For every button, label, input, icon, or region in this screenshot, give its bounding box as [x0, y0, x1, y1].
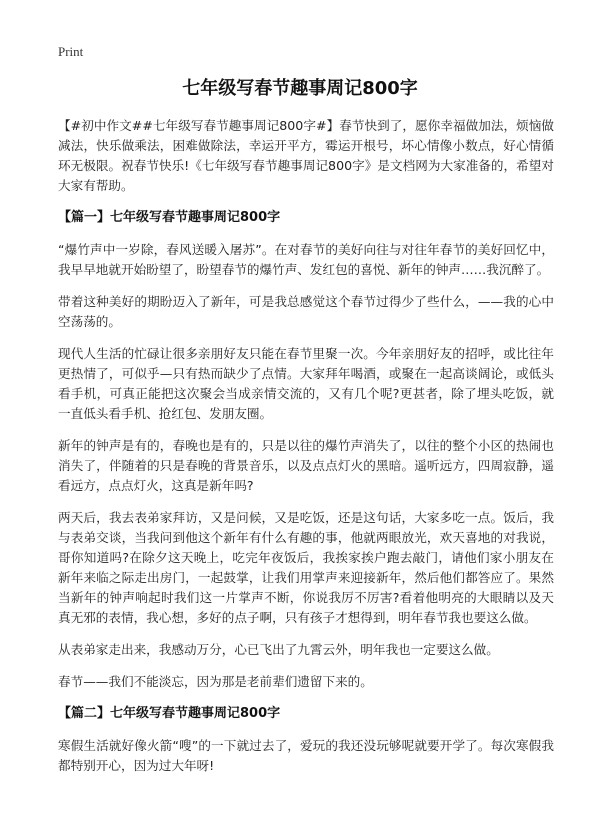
- page-title: 七年级写春节趣事周记800字: [182, 78, 418, 99]
- section-1-heading: 【篇一】七年级写春节趣事周记800字: [58, 210, 281, 225]
- section-1-paragraph: 现代人生活的忙碌让很多亲朋好友只能在春节里聚一次。今年亲朋好友的招呼，或比往年更热情了，可似乎—只有热而缺少了点情。大家拜年喝酒，或聚在一起高谈阔论，或低头看手机，可真正能把这次聚会当成亲情交流的，又有几个呢?更甚者，除了埋头吃饭，就一直低头看手机、抢红包、发朋友圈。: [58, 346, 554, 421]
- section-1-paragraph: “爆竹声中一岁除，春风送暖入屠苏”。在对春节的美好向往与对往年春节的美好回忆中，我早早地就开始盼望了，盼望春节的爆竹声、发红包的喜悦、新年的钟声……我沉醉了。: [58, 242, 554, 277]
- section-1-paragraph: 新年的钟声是有的，春晚也是有的，只是以往的爆竹声消失了，以往的整个小区的热闹也消失了，伴随着的只是春晚的背景音乐，以及点点灯火的黑暗。遥听远方，四周寂静，遥看远方，点点灯火，这真是新年吗?: [58, 438, 554, 493]
- section-1-paragraph: 带着这种美好的期盼迈入了新年，可是我总感觉这个春节过得少了些什么，——我的心中空荡荡的。: [58, 294, 554, 329]
- print-link[interactable]: Print: [58, 44, 84, 59]
- section-1-paragraph: 从表弟家走出来，我感动万分，心已飞出了九霄云外，明年我也一定要这么做。: [58, 642, 499, 657]
- section-1-paragraph: 春节——我们不能淡忘，因为那是老前辈们遗留下来的。: [58, 674, 373, 689]
- section-2-paragraph: 寒假生活就好像火箭“嗖”的一下就过去了，爱玩的我还没玩够呢就要开学了。每次寒假我都特别开心，因为过大年呀!: [58, 738, 554, 773]
- section-2-heading: 【篇二】七年级写春节趣事周记800字: [58, 706, 281, 721]
- article-body: [58, 116, 554, 788]
- intro-paragraph: 【#初中作文##七年级写春节趣事周记800字#】春节快到了，愿你幸福做加法，烦恼做减法，快乐做乘法，困难做除法，幸运开平方，霉运开根号，坏心情像小数点，好心情循环无极限。祝春节快乐!《七年级写春节趣事周记800字》是文档网为大家准备的，希望对大家有帮助。: [58, 118, 554, 193]
- section-1-paragraph: 两天后，我去表弟家拜访，又是问候，又是吃饭，还是这句话，大家多吃一点。饭后，我与表弟交谈，当我问到他这个新年有什么有趣的事，他就两眼放光，欢天喜地的对我说，哥你知道吗?在除夕这天晚上，吃完年夜饭后，我挨家挨户跑去敲门，请他们家小朋友在新年来临之际走出房门，一起鼓掌，让我们用掌声来迎接新年，然后他们都答应了。果然当新年的钟声响起时我们这一片掌声不断，你说我厉不厉害?看着他明亮的大眼睛以及天真无邪的表情，我心想，多好的点子啊，只有孩子才想得到，明年春节我也要这么做。: [58, 510, 554, 625]
